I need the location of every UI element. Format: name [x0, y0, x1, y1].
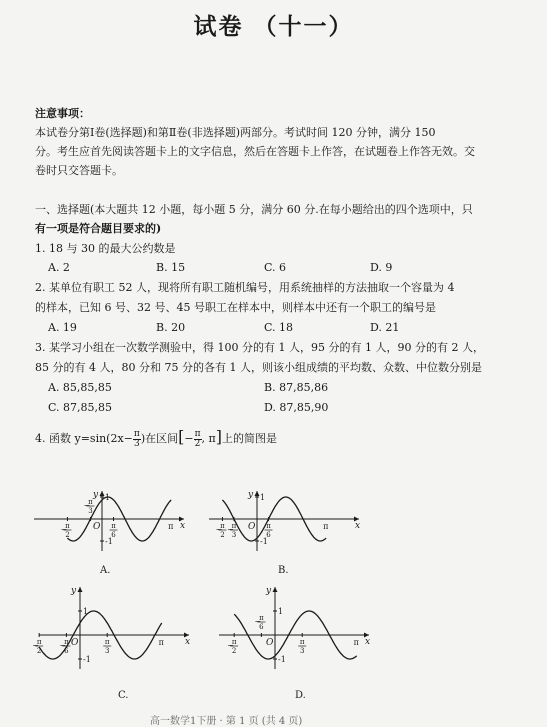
x-axis-label: x	[355, 521, 361, 531]
x-tick-label-1-den: 6	[259, 623, 264, 631]
section-heading-line-2: 有一项是符合题目要求的)	[35, 222, 162, 235]
tick-label-neg-1: -1	[278, 655, 286, 664]
origin-label: O	[248, 522, 256, 532]
y-axis-label: y	[266, 586, 272, 596]
y-axis-arrow	[100, 491, 105, 496]
q4-stem-mid: )在区间	[140, 432, 179, 445]
q1-stem: 1. 18 与 30 的最大公约数是	[35, 242, 176, 255]
x-tick-label-0-num: π	[36, 638, 42, 646]
y-axis-label: y	[71, 586, 77, 596]
notice-line-3: 卷时只交答题卡。	[35, 164, 123, 177]
graph-d	[215, 583, 375, 671]
x-tick-label-1-den: 6	[64, 647, 69, 655]
x-axis-label: x	[365, 637, 371, 647]
x-tick-label-1-den: 3	[88, 507, 93, 515]
x-tick-label-0-num: π	[231, 638, 237, 646]
q2-option-d: D. 21	[370, 321, 400, 334]
x-tick-label-2-den: 6	[111, 531, 116, 539]
graph-b	[205, 487, 365, 567]
tick-label-1: 1	[105, 493, 111, 502]
x-tick-label-1-sign: −	[59, 641, 67, 650]
x-tick-label-2-num: π	[111, 522, 116, 530]
section-heading-line-1: 一、选择题(本大题共 12 小题，每小题 5 分，满分 60 分.在每小题给出的四个选项中，只	[35, 203, 473, 216]
caption-a: A.	[100, 565, 111, 576]
caption-d: D.	[295, 690, 306, 701]
q4-stem: 4. 函数 y=sin(2x− $\frac{\pi}{3}$ )在区间[− $\frac{\pi}{2}$ , π]上的简图是	[35, 427, 277, 449]
tick-label-1: 1	[83, 607, 89, 616]
y-axis-arrow	[255, 491, 260, 496]
x-tick-label-pi: π	[353, 638, 359, 647]
q4-stem-pre: 4. 函数 y=sin(2x−	[35, 432, 133, 445]
x-tick-label-0-den: 2	[220, 531, 225, 539]
x-tick-label-pi: π	[323, 522, 329, 531]
q2-option-b: B. 20	[156, 321, 186, 334]
y-axis-label: y	[248, 490, 254, 500]
q3-option-d: D. 87,85,90	[264, 401, 329, 414]
x-tick-label-0-sign: −	[60, 525, 68, 534]
tick-label-neg-1: -1	[105, 537, 113, 546]
q2-line-2: 的样本，已知 6 号、32 号、45 号职工在样本中，则样本中还有一个职工的编号是	[35, 301, 436, 314]
x-tick-label-pi: π	[158, 638, 164, 647]
q4-frac-pi-3: $\frac{\pi}{3}$	[133, 428, 140, 449]
x-tick-label-1-sign: −	[226, 525, 234, 534]
y-axis-label: y	[93, 490, 99, 500]
x-tick-label-0-sign: −	[227, 641, 234, 650]
x-tick-label-2-den: 3	[104, 647, 110, 655]
x-tick-label-1-sign: −	[83, 501, 91, 510]
q4-stem-post: 上的简图是	[221, 432, 277, 445]
q3-option-a: A. 85,85,85	[48, 381, 112, 394]
q1-option-a: A. 2	[48, 261, 70, 274]
q3-option-c: C. 87,85,85	[48, 401, 113, 414]
x-tick-label-2-den: 3	[299, 647, 305, 655]
q2-option-c: C. 18	[264, 321, 294, 334]
q3-option-b: B. 87,85,86	[264, 381, 329, 394]
x-axis-label: x	[180, 521, 186, 531]
x-tick-label-0-den: 2	[65, 531, 70, 539]
x-tick-label-0-sign: −	[215, 525, 223, 534]
x-tick-label-0-den: 2	[36, 647, 42, 655]
x-tick-label-0-den: 2	[231, 647, 237, 655]
tick-label-1: 1	[260, 493, 266, 502]
q1-option-c: C. 6	[264, 261, 287, 274]
x-tick-label-0-num: π	[220, 522, 225, 530]
notice-heading: 注意事项：	[35, 107, 90, 120]
origin-label: O	[266, 638, 274, 648]
tick-label-neg-1: -1	[83, 655, 91, 664]
x-axis-label: x	[185, 637, 191, 647]
page-title: 试卷 （十一）	[193, 14, 354, 40]
x-tick-label-2-den: 6	[266, 531, 271, 539]
q2-line-1: 2. 某单位有职工 52 人，现将所有职工随机编号，用系统抽样的方法抽取一个容量为 4	[35, 281, 455, 294]
q3-line-2: 85 分的有 4 人，80 分和 75 分的各有 1 人，则该小组成绩的平均数、众数、中位数分别是	[35, 361, 482, 374]
x-tick-label-2-num: π	[299, 638, 305, 646]
q2-option-a: A. 19	[48, 321, 77, 334]
notice-line-2: 分。考生应首先阅读答题卡上的文字信息，然后在答题卡上作答，在试题卷上作答无效。交	[35, 145, 475, 158]
page-footer: 高一数学1下册 · 第 1 页 (共 4 页)	[150, 716, 303, 727]
x-tick-label-pi: π	[168, 522, 174, 531]
x-tick-label-1-num: π	[64, 638, 69, 646]
x-tick-label-1-sign: −	[254, 617, 262, 626]
x-tick-label-1-num: π	[259, 614, 264, 622]
q4-frac-pi-2: $\frac{\pi}{2}$	[194, 428, 201, 449]
q3-line-1: 3. 某学习小组在一次数学测验中，得 100 分的有 1 人，95 分的有 1 人，90 分的有 2 人，	[35, 341, 484, 354]
x-tick-label-0-num: π	[65, 522, 70, 530]
x-tick-label-0-sign: −	[32, 641, 39, 650]
y-axis-arrow	[273, 587, 278, 592]
caption-b: B.	[278, 565, 289, 576]
origin-label: O	[93, 522, 101, 532]
caption-c: C.	[118, 690, 129, 701]
q1-option-d: D. 9	[370, 261, 393, 274]
q1-option-b: B. 15	[156, 261, 186, 274]
x-tick-label-2-num: π	[104, 638, 110, 646]
graph-c	[32, 583, 195, 671]
x-tick-label-1-num: π	[231, 522, 237, 530]
notice-line-1: 本试卷分第Ⅰ卷(选择题)和第Ⅱ卷(非选择题)两部分。考试时间 120 分钟，满分 150	[35, 126, 436, 139]
tick-label-neg-1: -1	[260, 537, 268, 546]
x-tick-label-2-num: π	[266, 522, 271, 530]
x-tick-label-1-num: π	[88, 498, 93, 506]
origin-label: O	[71, 638, 79, 648]
x-tick-label-1-den: 3	[231, 531, 237, 539]
tick-label-1: 1	[278, 607, 284, 616]
graph-a	[30, 487, 190, 567]
y-axis-arrow	[78, 587, 83, 592]
